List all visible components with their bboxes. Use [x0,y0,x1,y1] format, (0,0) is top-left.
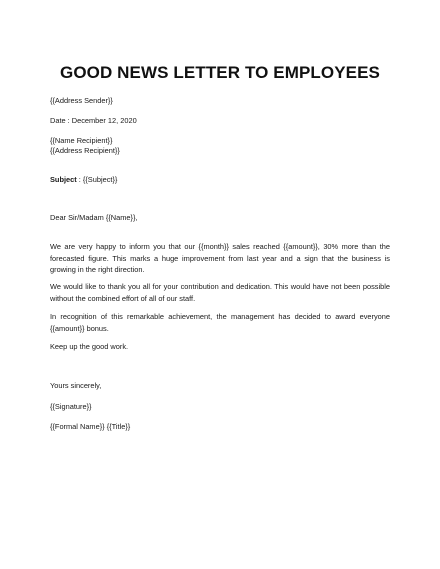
salutation: Dear Sir/Madam {{Name}}, [50,213,138,222]
letter-title: GOOD NEWS LETTER TO EMPLOYEES [60,63,380,82]
signature: {{Signature}} [50,402,92,411]
formal-name-title: {{Formal Name}} {{Title}} [50,422,131,431]
subject-line [50,175,117,185]
name-recipient: {{Name Recipient}} [50,136,113,145]
closing: Yours sincerely, [50,381,102,390]
address-recipient: {{Address Recipient}} [50,146,120,155]
address-sender: {{Address Sender}} [50,96,113,105]
body-paragraph: We are very happy to inform you that our {{month}} sales reached {{amount}}, 30% more than the forecasted figure. This marks a huge improvement from last year and a sign that the business is growing in the right direction. [50,242,390,274]
body-paragraph: Keep up the good work. [50,342,129,351]
letter-date: Date : December 12, 2020 [50,116,137,125]
body-paragraph: We would like to thank you all for your contribution and dedication. This would have not been possible without the combined effort of all of our staff. [50,282,390,303]
body-paragraph: In recognition of this remarkable achievement, the management has decided to award everyone {{amount}} bonus. [50,312,390,333]
subject-value: : {{Subject}} [76,175,118,184]
subject-label: Subject [50,175,77,184]
